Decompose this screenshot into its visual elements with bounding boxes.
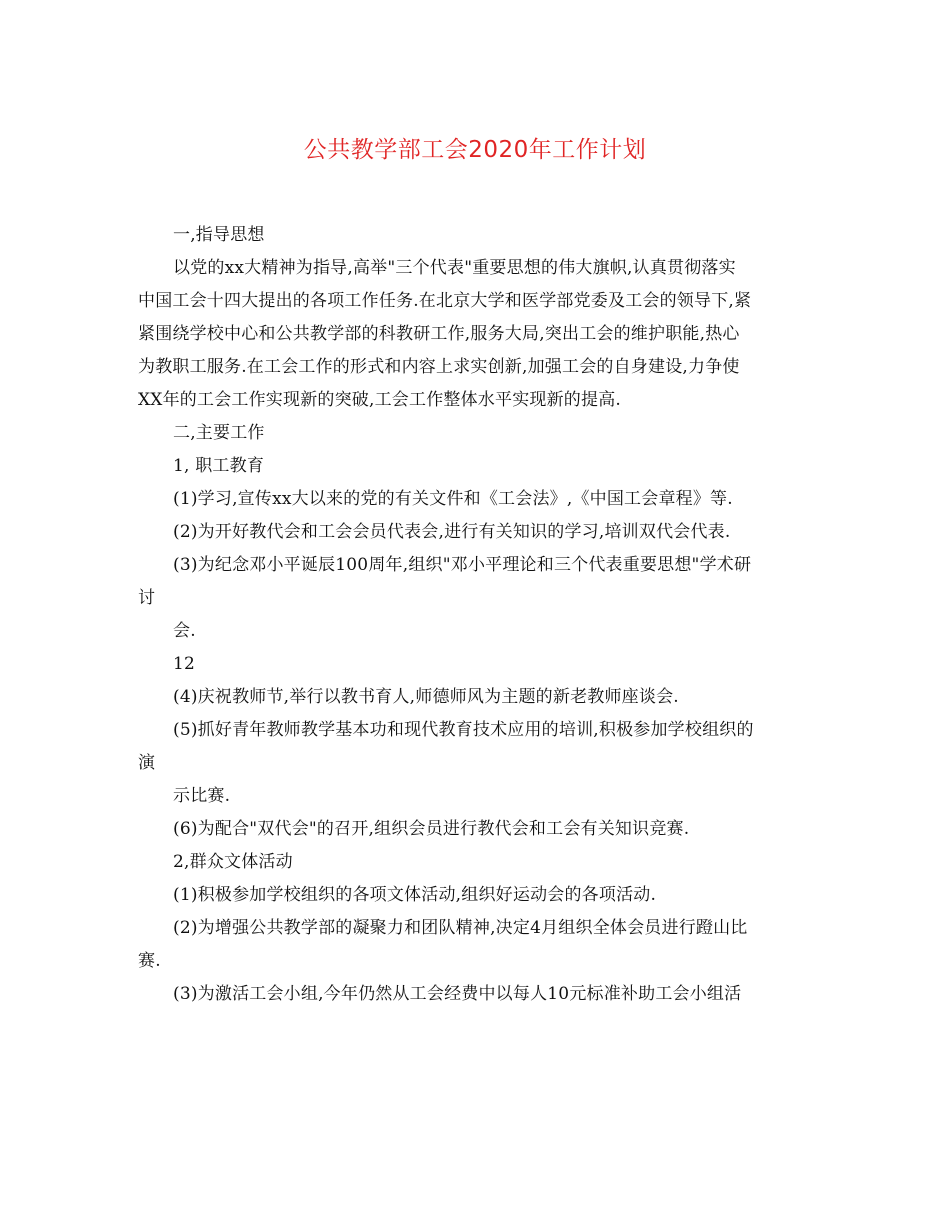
list-item-continuation: 演 — [138, 753, 156, 773]
list-item: (3)为激活工会小组,今年仍然从工会经费中以每人10元标准补助工会小组活 — [173, 984, 742, 1004]
page-number: 12 — [173, 654, 196, 674]
paragraph-line: 为教职工服务.在工会工作的形式和内容上求实创新,加强工会的自身建设,力争使 — [138, 357, 740, 377]
list-item: (1)学习,宣传xx大以来的党的有关文件和《工会法》,《中国工会章程》等. — [173, 489, 733, 509]
list-item-continuation: 赛. — [138, 951, 161, 971]
list-item: (2)为开好教代会和工会会员代表会,进行有关知识的学习,培训双代会代表. — [173, 522, 731, 542]
paragraph-line: 紧围绕学校中心和公共教学部的科教研工作,服务大局,突出工会的维护职能,热心 — [138, 324, 740, 344]
subsection-heading: 2,群众文体活动 — [173, 852, 293, 872]
paragraph-line: 中国工会十四大提出的各项工作任务.在北京大学和医学部党委及工会的领导下,紧 — [138, 291, 752, 311]
list-item: (3)为纪念邓小平诞辰100周年,组织"邓小平理论和三个代表重要思想"学术研 — [173, 555, 752, 575]
document-title: 公共教学部工会2020年工作计划 — [303, 137, 647, 163]
list-item: (2)为增强公共教学部的凝聚力和团队精神,决定4月组织全体会员进行蹬山比 — [173, 918, 748, 938]
list-item: (1)积极参加学校组织的各项文体活动,组织好运动会的各项活动. — [173, 885, 657, 905]
list-item-continuation: 会. — [173, 621, 196, 641]
section-heading: 二,主要工作 — [173, 423, 265, 443]
list-item: (6)为配合"双代会"的召开,组织会员进行教代会和工会有关知识竞赛. — [173, 819, 690, 839]
subsection-heading: 1, 职工教育 — [173, 456, 265, 476]
section-heading: 一,指导思想 — [173, 225, 265, 245]
list-item-continuation: 示比赛. — [173, 786, 231, 806]
list-item: (4)庆祝教师节,举行以教书育人,师德师风为主题的新老教师座谈会. — [173, 687, 679, 707]
list-item-continuation: 讨 — [138, 588, 156, 608]
paragraph-line: 以党的xx大精神为指导,高举"三个代表"重要思想的伟大旗帜,认真贯彻落实 — [173, 258, 736, 278]
document-body — [138, 219, 814, 1011]
paragraph-line: XX年的工会工作实现新的突破,工会工作整体水平实现新的提高. — [138, 390, 622, 410]
list-item: (5)抓好青年教师教学基本功和现代教育技术应用的培训,积极参加学校组织的 — [173, 720, 754, 740]
